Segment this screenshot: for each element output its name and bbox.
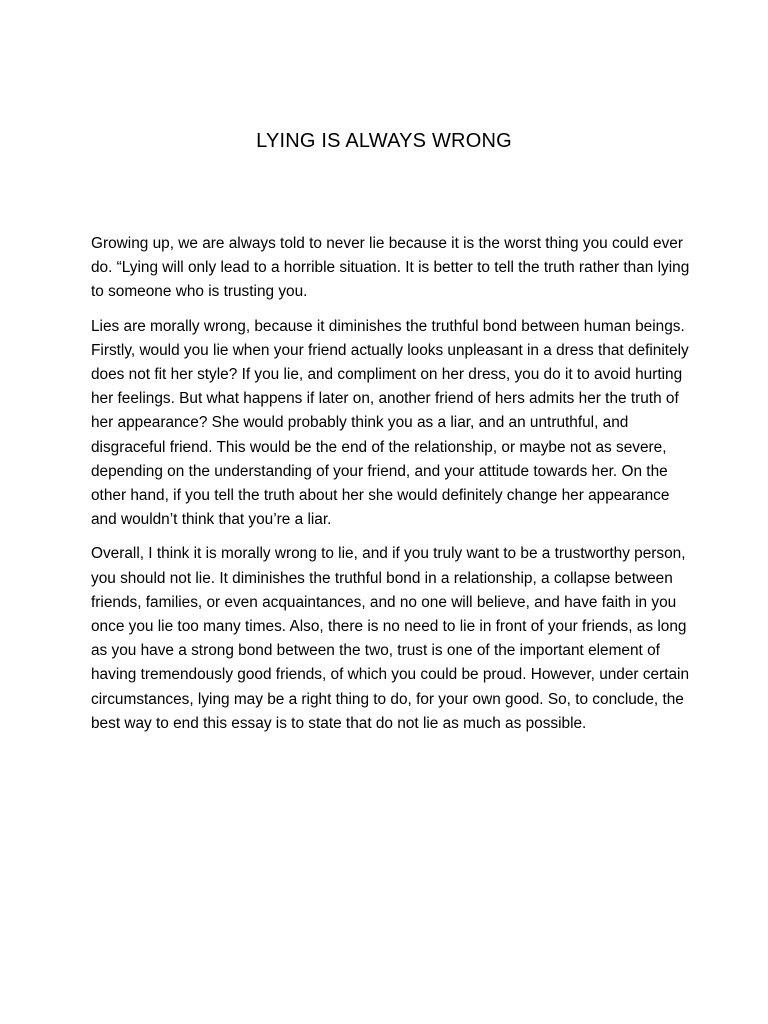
document-title: LYING IS ALWAYS WRONG	[256, 130, 512, 152]
paragraph-intro: Growing up, we are always told to never lie because it is the worst thing you could ever do. “Lying will only lead to a horrible situation. It is better to tell the truth rather than lying to someone who is trusting you.	[91, 235, 690, 301]
paragraph-argument: Lies are morally wrong, because it diminishes the truthful bond between human beings. Firstly, would you lie when your friend actually looks unpleasant in a dress that definitely does not fit her style? If you lie, and compliment on her dress, you do it to avoid hurting her feelings. But what happens if later on, another friend of hers admits her the truth of her appearance? She would probably think you as a liar, and an untruthful, and disgraceful friend. This would be the end of the relationship, or maybe not as severe, depending on the understanding of your friend, and your attitude towards her. On the other hand, if you tell the truth about her she would definitely change her appearance and wouldn’t think that you’re a liar.	[91, 317, 689, 529]
paragraph-conclusion: Overall, I think it is morally wrong to lie, and if you truly want to be a trustworthy person, you should not lie. It diminishes the truthful bond in a relationship, a collapse between friends, families, or even acquaintances, and no one will believe, and have faith in you once you lie too many times. Also, there is no need to lie in front of your friends, as long as you have a strong bond between the two, trust is one of the important element of having tremendously good friends, of which you could be proud. However, under certain circumstances, lying may be a right thing to do, for your own good. So, to conclude, the best way to end this essay is to state that do not lie as much as possible.	[91, 545, 690, 732]
essay-body	[91, 232, 691, 746]
